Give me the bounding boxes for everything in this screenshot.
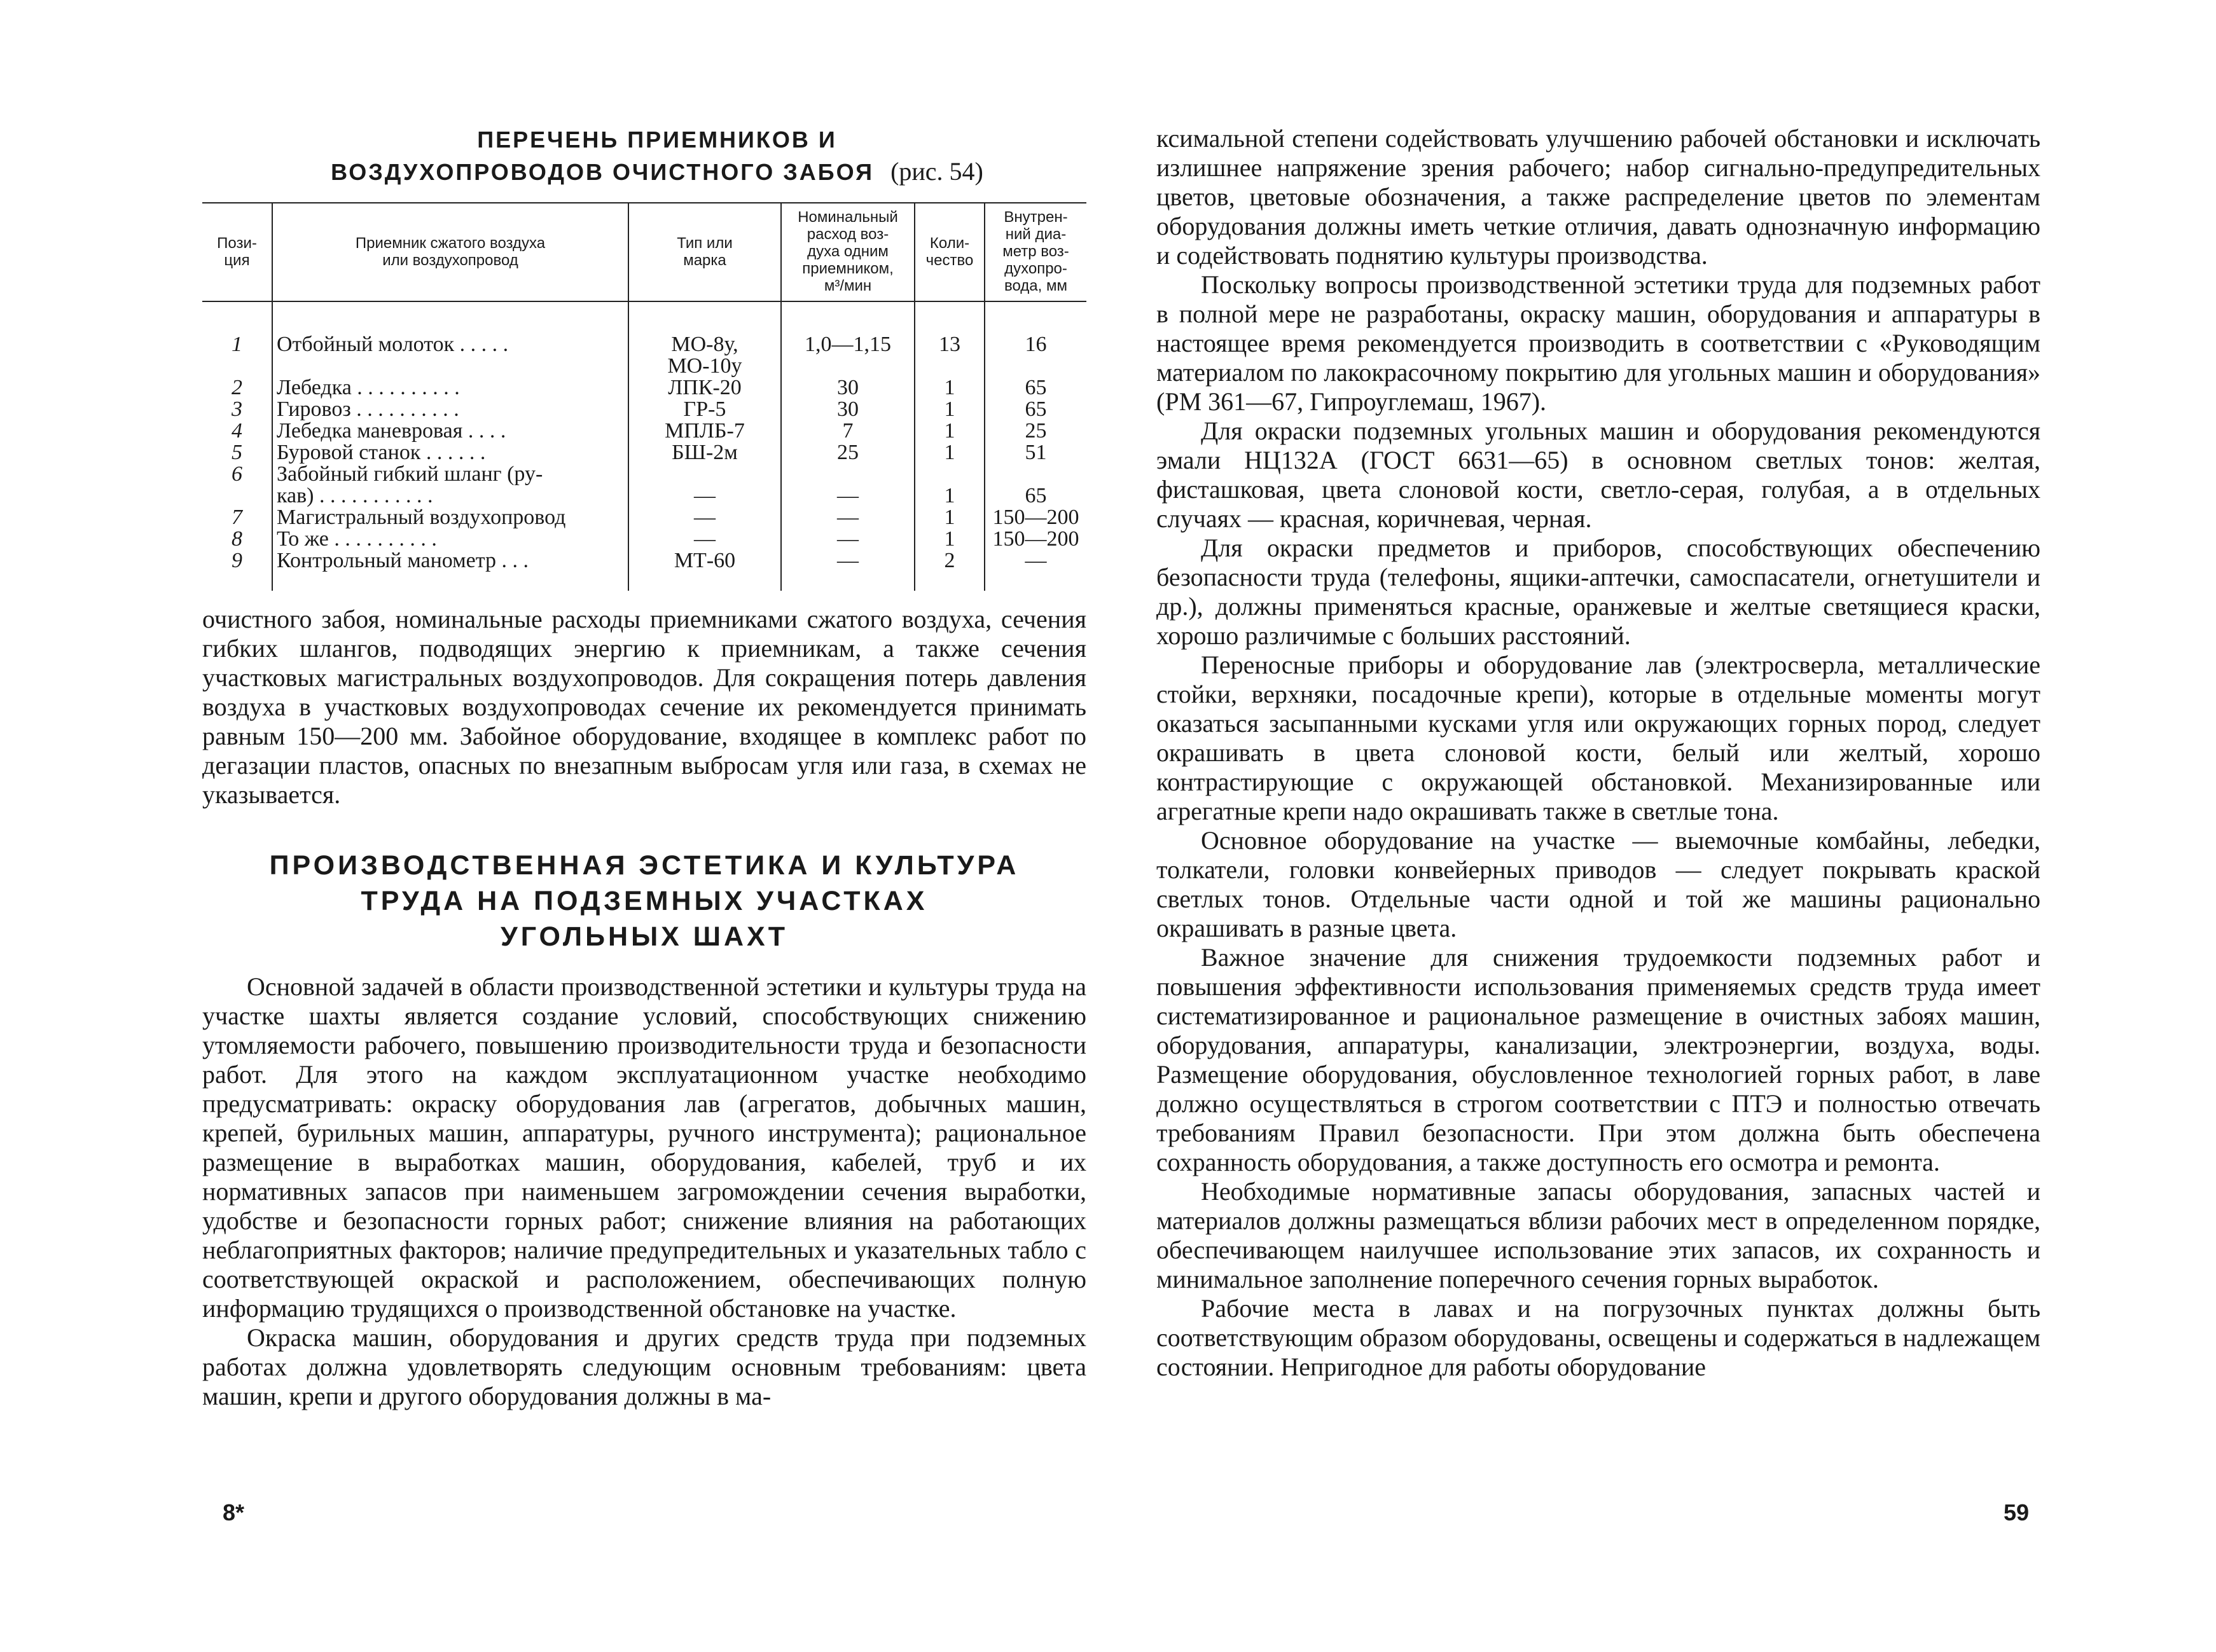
receivers-table <box>202 202 1086 591</box>
table-header-cell: Внутрен- ний диа- метр воз- духопро- вода, мм <box>985 203 1086 301</box>
table-header-cell: Коли- чество <box>915 203 985 301</box>
table-row <box>202 464 1086 507</box>
page-number-left: 8* <box>223 1499 245 1525</box>
table-cell-pos: 5 <box>232 441 242 464</box>
table-cell-name: Забойный гибкий шланг (ру- кав) . . . . . . . . . . . <box>272 464 628 507</box>
table-cell-pos: 7 <box>232 506 242 529</box>
section-heading <box>202 848 1086 954</box>
table-cell-name: Лебедка маневровая . . . . <box>272 420 628 442</box>
table-cell-rate: 30 <box>781 399 915 420</box>
table-cell-pos: 3 <box>232 397 242 421</box>
table-cell-diam: 65 <box>985 464 1086 507</box>
table-cell-rate: 30 <box>781 377 915 399</box>
table-cell-diam: 150—200 <box>985 507 1086 528</box>
table-cell-type: МТ-60 <box>628 550 781 591</box>
table-cell-qty: 1 <box>915 442 985 464</box>
paragraph: Переносные приборы и оборудование лав (электросверла, металлические стойки, верхняки, посадочные крепи), которые в отдельные моменты могут оказаться засыпанными кусками угля или окружающих горных пород, следует окрашивать в цвета слоновой кости, белый или желтый, хорошо контрастирующие с окружающей обстановкой. Механизированные или агрегатные крепи надо окрашивать также в светлые тона. <box>1156 650 2040 825</box>
table-cell-qty: 1 <box>915 507 985 528</box>
table-cell-qty: 1 <box>915 528 985 550</box>
table-cell-rate: — <box>781 528 915 550</box>
paragraph-continued: ксимальной степени содействовать улучшению рабочей обстановки и исключать излишнее напряжение зрения рабочего; набор сигнально-предупредительных цветов, цветовые обозначения, а также распределение цветов по элементам оборудования должны иметь четкие отличия, давать однозначную информацию и содействовать поднятию культуры производства. <box>1156 124 2040 270</box>
table-header-cell: Приемник сжатого воздуха или воздухопровод <box>272 203 628 301</box>
table-cell-diam: 25 <box>985 420 1086 442</box>
paragraph-after-table: очистного забоя, номинальные расходы приемниками сжатого воздуха, сечения гибких шлангов, подводящих энергию к приемникам, а также сечения участковых магистральных воздухопроводов. Для сокращения потерь давления воздуха в участковых воздухопроводах сечение их рекомендуется принимать равным 150—200 мм. Забойное оборудование, входящее в комплекс работ по дегазации пластов, опасных по внезапным выбросам угля или газа, в схемах не указывается. <box>202 605 1086 809</box>
table-cell-pos: 4 <box>232 419 242 443</box>
table-cell-name: То же . . . . . . . . . . <box>272 528 628 550</box>
paragraph: Для окраски подземных угольных машин и оборудования рекомендуются эмали НЦ132А (ГОСТ 6631—65) в основном светлых тонов: желтая, фисташковая, цвета слоновой кости, светло-серая, голубая, а в отдельных случаях — красная, коричневая, черная. <box>1156 416 2040 533</box>
paragraph: Важное значение для снижения трудоемкости подземных работ и повышения эффективности использования применяемых средств труда имеет систематизированное и рациональное размещение в очистных забоях машин, оборудования, аппаратуры, канализации, электроэнергии, воздуха, воды. Размещение оборудования, обусловленное технологией горных работ, в лаве должно осуществляться в строгом соответствии с ПТЭ и полностью отвечать требованиям Правил безопасности. При этом должна быть обеспечена сохранность оборудования, а также доступность его осмотра и ремонта. <box>1156 943 2040 1176</box>
table-row <box>202 550 1086 591</box>
table-cell-rate: 7 <box>781 420 915 442</box>
table-cell-pos: 6 <box>232 462 242 486</box>
section-heading-line-1: ПРОИЗВОДСТВЕННАЯ ЭСТЕТИКА И КУЛЬТУРА <box>269 850 1020 881</box>
table-cell-name: Гировоз . . . . . . . . . . <box>272 399 628 420</box>
table-cell-type: — <box>628 528 781 550</box>
table-cell-diam: 65 <box>985 377 1086 399</box>
table-title-line-2: ВОЗДУХОПРОВОДОВ ОЧИСТНОГО ЗАБОЯ <box>331 159 875 185</box>
table-cell-name: Контрольный манометр . . . <box>272 550 628 591</box>
figure-reference: (рис. 54) <box>890 157 983 186</box>
table-cell-rate: 1,0—1,15 <box>781 301 915 377</box>
table-cell-pos: 9 <box>232 549 242 572</box>
paragraph: Основной задачей в области производственной эстетики и культуры труда на участке шахты является создание условий, способствующих снижению утомляемости рабочего, повышению производительности труда и безопасности работ. Для этого на каждом эксплуатационном участке необходимо предусматривать: окраску оборудования лав (агрегатов, добычных машин, крепей, бурильных машин, аппаратуры, ручного инструмента); рациональное размещение в выработках машин, оборудования, кабелей, труб и их нормативных запасов при наименьшем загромождении сечения выработки, удобстве и безопасности горных работ; снижение влияния на работающих неблагоприятных факторов; наличие предупредительных и указательных табло с соответствующей окраской и расположением, обеспечивающих полную информацию трудящихся о производственной обстановке на участке. <box>202 972 1086 1323</box>
table-cell-name: Магистральный воздухопровод <box>272 507 628 528</box>
table-body <box>202 301 1086 591</box>
table-row <box>202 399 1086 420</box>
table-cell-pos: 2 <box>232 376 242 399</box>
paragraph: Для окраски предметов и приборов, способствующих обеспечению безопасности труда (телефоны, ящики-аптечки, самоспасатели, огнетушители и др.), должны применяться красные, оранжевые и желтые светящиеся краски, хорошо различимые с больших расстояний. <box>1156 533 2040 650</box>
table-cell-pos: 8 <box>232 527 242 551</box>
table-title-line-1: ПЕРЕЧЕНЬ ПРИЕМНИКОВ И <box>477 127 837 153</box>
table-cell-qty: 2 <box>915 550 985 591</box>
table-cell-diam: 65 <box>985 399 1086 420</box>
table-cell-rate: — <box>781 464 915 507</box>
table-cell-type: ЛПК-20 <box>628 377 781 399</box>
table-cell-diam: 16 <box>985 301 1086 377</box>
table-cell-qty: 13 <box>915 301 985 377</box>
paragraph: Поскольку вопросы производственной эстетики труда для подземных работ в полной мере не разработаны, окраску машин, оборудования и аппаратуры в настоящее время рекомендуется производить в соответствии с «Руководящим материалом по лакокрасочному покрытию для угольных машин и оборудования» (РМ 361—67, Гипроуглемаш, 1967). <box>1156 270 2040 416</box>
paragraph: Основное оборудование на участке — выемочные комбайны, лебедки, толкатели, головки конвейерных приводов — следует покрывать краской светлых тонов. Отдельные части одной и той же машины рационально окрашивать в разные цвета. <box>1156 826 2040 942</box>
section-heading-line-3: УГОЛЬНЫХ ШАХТ <box>501 921 788 952</box>
left-page <box>202 124 1086 1411</box>
paragraph: Окраска машин, оборудования и других средств труда при подземных работах должна удовлетворять следующим основным требованиям: цвета машин, крепи и другого оборудования должны в ма- <box>202 1323 1086 1410</box>
paragraph: Рабочие места в лавах и на погрузочных пунктах должны быть соответствующим образом оборудованы, освещены и содержаться в надлежащем состоянии. Непригодное для работы оборудование <box>1156 1294 2040 1381</box>
table-row <box>202 420 1086 442</box>
table-header-cell: Номинальный расход воз- духа одним приемником, м³/мин <box>781 203 915 301</box>
table-cell-rate: — <box>781 550 915 591</box>
table-cell-diam: 150—200 <box>985 528 1086 550</box>
table-cell-rate: — <box>781 507 915 528</box>
right-page <box>1156 124 2040 1382</box>
table-row <box>202 301 1086 377</box>
table-cell-type: ГР-5 <box>628 399 781 420</box>
table-cell-name: Отбойный молоток . . . . . <box>272 301 628 377</box>
table-cell-qty: 1 <box>915 399 985 420</box>
table-header-cell: Пози- ция <box>202 203 272 301</box>
table-cell-qty: 1 <box>915 377 985 399</box>
paragraph: Необходимые нормативные запасы оборудования, запасных частей и материалов должны размещаться вблизи рабочих мест в определенном порядке, обеспечивающем наилучшее использование этих запасов, их сохранность и минимальное заполнение поперечного сечения горных выработок. <box>1156 1177 2040 1293</box>
table-cell-type: МО-8у, МО-10у <box>628 301 781 377</box>
table-row <box>202 442 1086 464</box>
section-heading-line-2: ТРУДА НА ПОДЗЕМНЫХ УЧАСТКАХ <box>361 886 928 916</box>
table-row <box>202 528 1086 550</box>
table-row <box>202 507 1086 528</box>
table-cell-diam: — <box>985 550 1086 591</box>
table-cell-type: МПЛБ-7 <box>628 420 781 442</box>
table-title <box>266 124 1048 188</box>
table-cell-type: — <box>628 464 781 507</box>
table-header-cell: Тип или марка <box>628 203 781 301</box>
table-cell-name: Лебедка . . . . . . . . . . <box>272 377 628 399</box>
table-cell-diam: 51 <box>985 442 1086 464</box>
table-cell-qty: 1 <box>915 420 985 442</box>
table-header-row <box>202 203 1086 301</box>
table-cell-rate: 25 <box>781 442 915 464</box>
table-cell-qty: 1 <box>915 464 985 507</box>
table-cell-name: Буровой станок . . . . . . <box>272 442 628 464</box>
page-number-right: 59 <box>2004 1499 2030 1525</box>
table-cell-pos: 1 <box>232 333 242 356</box>
table-cell-type: — <box>628 507 781 528</box>
table-cell-type: БШ-2м <box>628 442 781 464</box>
table-row <box>202 377 1086 399</box>
